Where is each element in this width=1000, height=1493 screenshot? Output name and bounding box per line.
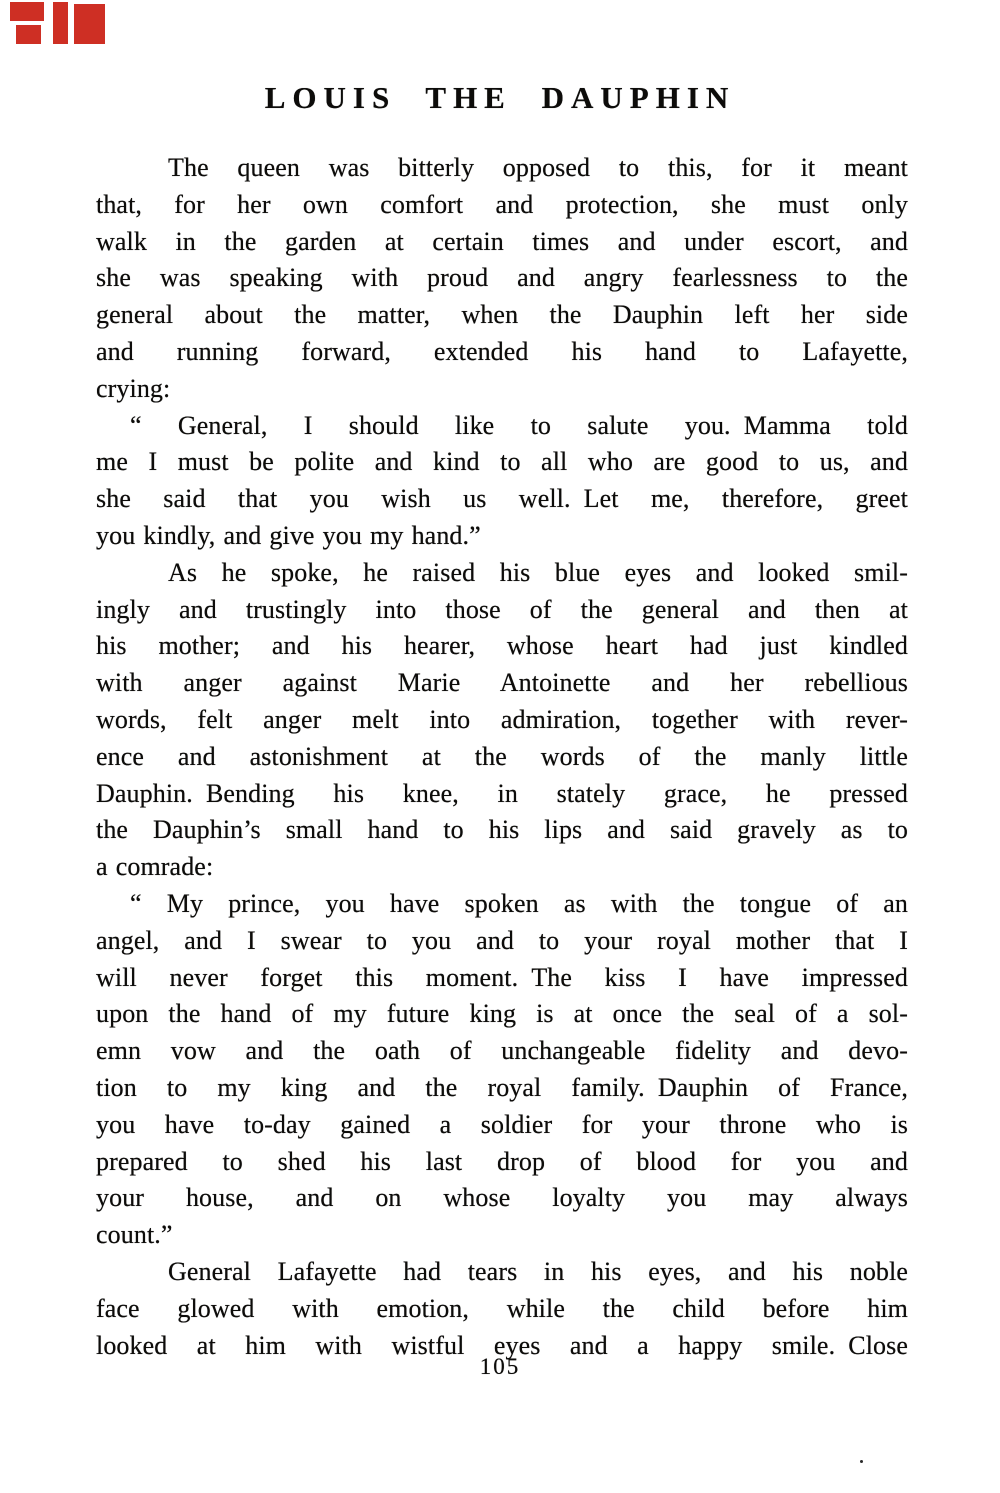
red-stamp-mark [74,4,105,44]
text-line: As he spoke, he raised his blue eyes and looked smil- [168,557,908,587]
scan-speck-artifact [860,1460,863,1463]
text-line: emn vow and the oath of unchangeable fidelity and devo- [96,1036,908,1066]
text-line: with anger against Marie Antoinette and her rebellious [96,668,908,698]
text-line: will never forget this moment. The kiss I have impressed [96,962,908,992]
body-text [96,150,908,1364]
paragraph [96,555,908,886]
text-line: you kindly, and give you my hand.” [96,520,481,550]
text-line: she was speaking with proud and angry fearlessness to the [96,263,908,293]
red-stamp-mark [53,2,68,44]
red-stamp-mark [16,25,41,44]
red-stamp-mark [10,2,44,21]
text-line: tion to my king and the royal family. Dauphin of France, [96,1072,908,1102]
text-line: walk in the garden at certain times and under escort, and [96,226,908,256]
text-line: your house, and on whose loyalty you may always [96,1183,908,1213]
text-line: “ General, I should like to salute you. Mamma told [130,410,908,440]
paragraph [96,1254,908,1364]
text-line: upon the hand of my future king is at once the seal of a sol- [96,999,908,1029]
text-line: ingly and trustingly into those of the general and then at [96,594,908,624]
text-line: his mother; and his hearer, whose heart had just kindled [96,631,908,661]
text-line: you have to-day gained a soldier for your throne who is [96,1109,908,1139]
text-line: a comrade: [96,852,214,882]
text-line: “ My prince, you have spoken as with the tongue of an [130,888,908,918]
text-line: The queen was bitterly opposed to this, for it meant [168,153,908,182]
paragraph [96,408,908,555]
page-number: 105 [479,1354,521,1379]
text-line: and running forward, extended his hand to Lafayette, [96,336,908,366]
text-line: looked at him with wistful eyes and a happy smile. Close [96,1330,908,1360]
text-line: face glowed with emotion, while the child before him [96,1293,908,1323]
text-line: count.” [96,1220,173,1250]
paragraph [96,150,908,408]
text-line: words, felt anger melt into admiration, together with rever- [96,704,908,734]
text-line: angel, and I swear to you and to your royal mother that I [96,925,908,955]
text-line: ence and astonishment at the words of the manly little [96,741,908,771]
text-line: General Lafayette had tears in his eyes, and his noble [168,1256,908,1286]
page-header-title: LOUIS THE DAUPHIN [264,80,736,115]
text-line: general about the matter, when the Dauphin left her side [96,300,908,330]
text-line: the Dauphin’s small hand to his lips and said gravely as to [96,815,908,845]
paragraph [96,886,908,1254]
text-line: that, for her own comfort and protection, she must only [96,189,908,219]
text-line: crying: [96,373,171,403]
red-ink-stamp [8,0,108,50]
text-line: Dauphin. Bending his knee, in stately grace, he pressed [96,778,908,808]
text-line: prepared to shed his last drop of blood for you and [96,1146,908,1176]
text-line: she said that you wish us well. Let me, therefore, greet [96,484,908,514]
text-line: me I must be polite and kind to all who are good to us, and [96,447,908,477]
